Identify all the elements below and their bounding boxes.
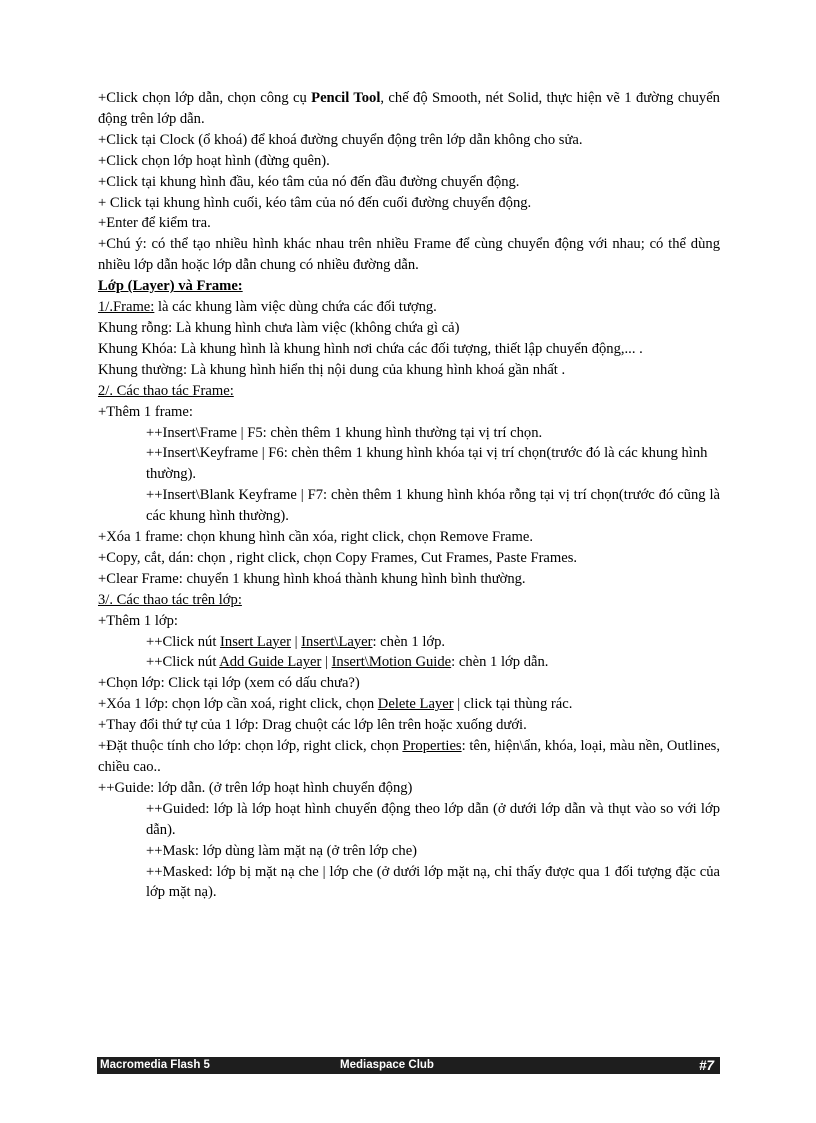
step-paragraph bbox=[98, 88, 720, 130]
mask-subitem: ++Mask: lớp dùng làm mặt nạ (ở trên lớp che) bbox=[146, 842, 418, 859]
step-paragraph: +Enter để kiểm tra. bbox=[98, 215, 211, 232]
item-text: | click tại thùng rác. bbox=[453, 696, 573, 713]
remove-frame-item: +Xóa 1 frame: chọn khung hình cần xóa, right click, chọn Remove Frame. bbox=[98, 529, 533, 546]
document-body bbox=[98, 88, 720, 903]
layer-ops-heading: 3/. Các thao tác trên lớp: bbox=[98, 591, 242, 608]
add-frame-subitem: ++Insert\Blank Keyframe | F7: chèn thêm 1 khung hình khóa rỗng tại vị trí chọn(trước đó cũng là các khung hình thường). bbox=[146, 487, 720, 525]
subitem-text: ++Click nút bbox=[146, 654, 220, 671]
empty-frame-definition: Khung rỗng: Là khung hình chưa làm việc (không chứa gì cả) bbox=[98, 319, 460, 336]
page-footer bbox=[97, 1057, 720, 1074]
section-title-row bbox=[98, 276, 720, 297]
frame-definition-text: là các khung làm việc dùng chứa các đối tượng. bbox=[154, 299, 437, 316]
item-text: : tên, hiện\ẩn, khóa, loại, màu nền, Outlines, chiều cao.. bbox=[98, 738, 721, 775]
reorder-layer-item: +Thay đổi thứ tự của 1 lớp: Drag chuột các lớp lên trên hoặc xuống dưới. bbox=[98, 717, 527, 734]
footer-book-title: Macromedia Flash 5 bbox=[100, 1059, 210, 1071]
delete-layer-label: Delete Layer bbox=[377, 696, 454, 713]
section-title: Lớp (Layer) và Frame: bbox=[98, 278, 243, 295]
add-frame-subitem: ++Insert\Keyframe | F6: chèn thêm 1 khung hình khóa tại vị trí chọn(trước đó là các khung hình thường). bbox=[146, 445, 708, 483]
layer-ops-row bbox=[98, 590, 720, 611]
step-paragraph: +Click tại Clock (ổ khoá) để khoá đường chuyển động trên lớp dẫn không cho sửa. bbox=[98, 131, 583, 148]
subitem-text: : chèn 1 lớp. bbox=[372, 633, 446, 650]
copy-frame-item: +Copy, cắt, dán: chọn , right click, chọn Copy Frames, Cut Frames, Paste Frames. bbox=[98, 549, 578, 566]
footer-club-name: Mediaspace Club bbox=[340, 1059, 434, 1071]
step-text: , chế độ Smooth, nét Solid, thực hiện vẽ 1 đường chuyển động trên lớp dẫn. bbox=[98, 90, 720, 127]
add-guide-subitem bbox=[98, 652, 720, 673]
footer-page-number: #7 bbox=[698, 1058, 714, 1073]
insert-layer-label: Insert Layer bbox=[220, 633, 291, 650]
add-frame-item: +Thêm 1 frame: bbox=[98, 403, 193, 420]
clear-frame-item: +Clear Frame: chuyển 1 khung hình khoá thành khung hình bình thường. bbox=[98, 570, 526, 587]
guide-item: ++Guide: lớp dẫn. (ở trên lớp hoạt hình chuyển động) bbox=[98, 779, 413, 796]
step-text: +Click chọn lớp dẫn, chọn công cụ bbox=[98, 90, 312, 106]
layer-properties-item bbox=[98, 736, 720, 778]
frame-definition bbox=[98, 297, 720, 318]
subitem-text: : chèn 1 lớp dẫn. bbox=[451, 654, 549, 671]
frame-ops-row bbox=[98, 381, 720, 402]
insert-layer-menu-label: Insert\Layer bbox=[301, 633, 373, 650]
subitem-text: ++Click nút bbox=[146, 633, 221, 650]
item-text: +Xóa 1 lớp: chọn lớp cần xoá, right click, chọn bbox=[98, 696, 378, 713]
note-paragraph: +Chú ý: có thể tạo nhiều hình khác nhau trên nhiều Frame để cùng chuyển động với nhau; có thể dùng nhiều lớp dẫn hoặc lớp dẫn chung có nhiều đường dẫn. bbox=[98, 236, 720, 274]
motion-guide-menu-label: Insert\Motion Guide bbox=[331, 654, 452, 671]
delete-layer-item bbox=[98, 694, 720, 715]
add-frame-subitem: ++Insert\Frame | F5: chèn thêm 1 khung hình thường tại vị trí chọn. bbox=[146, 424, 543, 441]
masked-subitem: ++Masked: lớp bị mặt nạ che | lớp che (ở dưới lớp mặt nạ, chỉ thấy được qua 1 đối tượng đặc của lớp mặt nạ). bbox=[146, 863, 720, 901]
frame-ops-heading: 2/. Các thao tác Frame: bbox=[98, 382, 234, 399]
pencil-tool-label: Pencil Tool bbox=[311, 90, 381, 106]
add-layer-subitem bbox=[98, 632, 720, 653]
guided-subitem: ++Guided: lớp là lớp hoạt hình chuyển động theo lớp dẫn (ở dưới lớp dẫn và thụt vào so với lớp dẫn). bbox=[146, 800, 720, 838]
separator: | bbox=[290, 633, 302, 650]
add-layer-item: +Thêm 1 lớp: bbox=[98, 612, 178, 629]
frame-heading: 1/.Frame: bbox=[98, 299, 155, 316]
step-paragraph: + Click tại khung hình cuối, kéo tâm của nó đến cuối đường chuyển động. bbox=[98, 194, 532, 211]
add-guide-layer-label: Add Guide Layer bbox=[219, 654, 322, 671]
step-paragraph: +Click tại khung hình đầu, kéo tâm của nó đến đầu đường chuyển động. bbox=[98, 173, 520, 190]
properties-label: Properties bbox=[402, 738, 462, 755]
item-text: +Đặt thuộc tính cho lớp: chọn lớp, right click, chọn bbox=[98, 738, 403, 755]
step-paragraph: +Click chọn lớp hoạt hình (đừng quên). bbox=[98, 152, 330, 169]
normal-frame-definition: Khung thường: Là khung hình hiển thị nội dung của khung hình khoá gần nhất . bbox=[98, 361, 566, 378]
separator: | bbox=[321, 654, 332, 671]
select-layer-item: +Chọn lớp: Click tại lớp (xem có dấu chưa?) bbox=[98, 675, 360, 692]
key-frame-definition: Khung Khóa: Là khung hình là khung hình nơi chứa các đối tượng, thiết lập chuyển động,... . bbox=[98, 340, 643, 357]
